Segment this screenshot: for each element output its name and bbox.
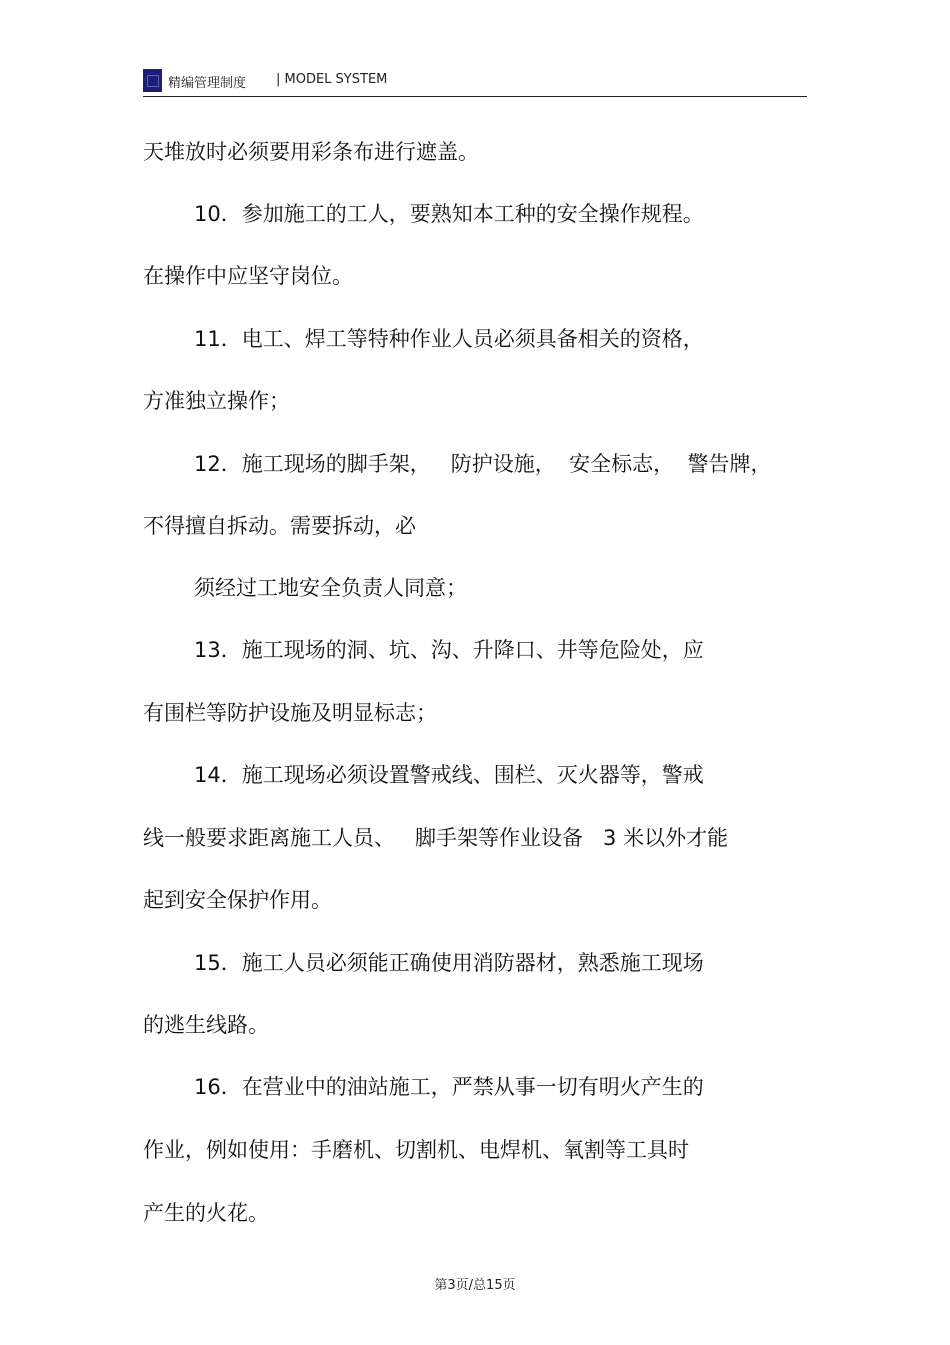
body-line: 10．参加施工的工人，要熟知本工种的安全操作规程。 bbox=[194, 202, 704, 226]
page-header bbox=[143, 66, 807, 97]
body-line: 的逃生线路。 bbox=[143, 1013, 269, 1037]
body-line: 线一般要求距离施工人员、 脚手架等作业设备 3 米以外才能 bbox=[143, 826, 729, 850]
body-line: 产生的火花。 bbox=[143, 1201, 269, 1225]
body-line: 14．施工现场必须设置警戒线、围栏、灭火器等，警戒 bbox=[194, 763, 704, 787]
body-line: 起到安全保护作用。 bbox=[143, 888, 332, 912]
body-line: 有围栏等防护设施及明显标志； bbox=[143, 701, 437, 725]
header-system-label: | MODEL SYSTEM bbox=[276, 72, 388, 87]
body-line: 16．在营业中的油站施工，严禁从事一切有明火产生的 bbox=[194, 1075, 704, 1099]
body-line: 不得擅自拆动。需要拆动，必 bbox=[143, 514, 416, 538]
body-line: 天堆放时必须要用彩条布进行遮盖。 bbox=[143, 140, 479, 164]
body-line: 13．施工现场的洞、坑、沟、升降口、井等危险处，应 bbox=[194, 638, 704, 662]
page-number: 第3页/总15页 bbox=[434, 1278, 516, 1293]
body-line: 须经过工地安全负责人同意； bbox=[194, 576, 467, 600]
body-line: 12．施工现场的脚手架， 防护设施， 安全标志， 警告牌， bbox=[194, 452, 772, 476]
body-line: 15．施工人员必须能正确使用消防器材，熟悉施工现场 bbox=[194, 951, 704, 975]
body-line: 11．电工、焊工等特种作业人员必须具备相关的资格， bbox=[194, 327, 704, 351]
body-line: 在操作中应坚守岗位。 bbox=[143, 264, 353, 288]
header-title: 精编管理制度 bbox=[168, 76, 247, 91]
body-line: 作业，例如使用：手磨机、切割机、电焊机、氧割等工具时 bbox=[143, 1138, 689, 1162]
body-line: 方准独立操作； bbox=[143, 389, 290, 413]
logo-icon bbox=[143, 69, 162, 92]
